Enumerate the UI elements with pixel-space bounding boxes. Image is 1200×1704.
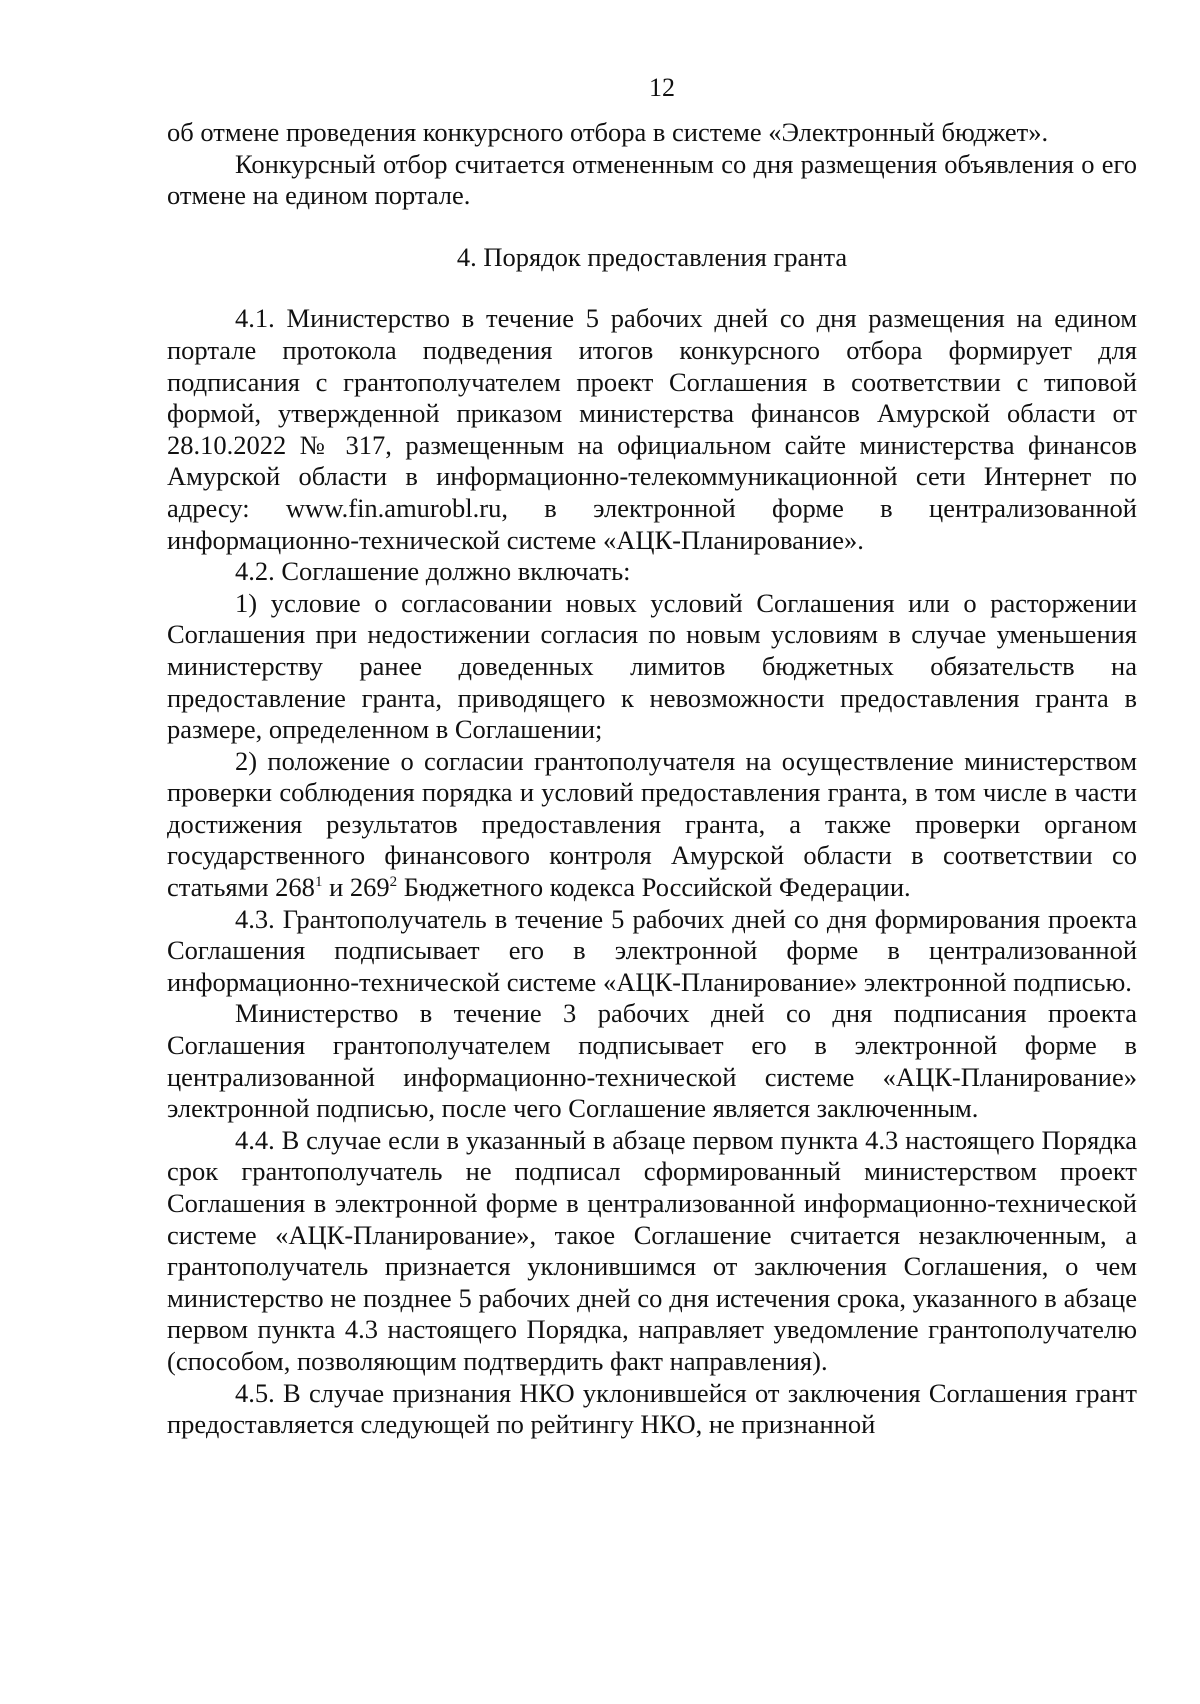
- paragraph-4-1: 4.1. Министерство в течение 5 рабочих дней со дня размещения на едином портале протокола подведения итогов конкурсного отбора формирует для подписания с грантополучателем проект Соглашения в соответствии с типовой формой, утвержденной приказом министерства финансов Амурской области от 28.10.2022 № 317, размещенным на официальном сайте министерства финансов Амурской области в информационно-телекоммуникационной сети Интернет по адресу: www.fin.amurobl.ru, в электронной форме в централизованной информационно-технической системе «АЦК-Планирование».: [167, 303, 1137, 555]
- paragraph-4-3: 4.3. Грантополучатель в течение 5 рабочих дней со дня формирования проекта Соглашения подписывает его в электронной форме в централизованной информационно-технической системе «АЦК-Планирование» электронной подписью.: [167, 903, 1137, 997]
- item-2-text-middle: и 269: [322, 872, 390, 903]
- paragraph-4-2-item-1: 1) условие о согласовании новых условий Соглашения или о расторжении Соглашения при недостижении согласия по новым условиям в случае уменьшения министерству ранее доведенных лимитов бюджетных обязательств на предоставление гранта, приводящего к невозможности предоставления гранта в размере, определенном в Соглашении;: [167, 587, 1137, 745]
- superscript-1: 1: [314, 874, 323, 891]
- paragraph-4-2: 4.2. Соглашение должно включать:: [235, 556, 631, 587]
- item-2-text-start: 2) положение о согласии грантополучателя на осуществление министерством проверки соблюдения порядка и условий предоставления гранта, в том числе в части достижения результатов предоставления гранта, а также проверки органом государственного финансового контроля Амурской области в соответствии со статьями 268: [167, 745, 1137, 903]
- paragraph-cancel-effective: Конкурсный отбор считается отмененным со дня размещения объявления о его отмене на едином портале.: [167, 148, 1137, 211]
- paragraph-4-5: 4.5. В случае признания НКО уклонившейся от заключения Соглашения грант предоставляется следующей по рейтингу НКО, не признанной: [167, 1377, 1137, 1440]
- section-heading: 4. Порядок предоставления гранта: [456, 241, 848, 272]
- paragraph-cancel-notice: об отмене проведения конкурсного отбора в системе «Электронный бюджет».: [167, 117, 1049, 147]
- paragraph-4-4: 4.4. В случае если в указанный в абзаце первом пункта 4.3 настоящего Порядка срок грантополучатель не подписал сформированный министерством проект Соглашения в электронной форме в централизованной информационно-технической системе «АЦК-Планирование», такое Соглашение считается незаключенным, а грантополучатель признается уклонившимся от заключения Соглашения, о чем министерство не позднее 5 рабочих дней со дня истечения срока, указанного в абзаце первом пункта 4.3 настоящего Порядка, направляет уведомление грантополучателю (способом, позволяющим подтвердить факт направления).: [167, 1124, 1137, 1376]
- paragraph-4-3-second: Министерство в течение 3 рабочих дней со дня подписания проекта Соглашения грантополучателем подписывает его в электронной форме в централизованной информационно-технической системе «АЦК-Планирование» электронной подписью, после чего Соглашение является заключенным.: [167, 998, 1137, 1124]
- page-number: 12: [649, 73, 675, 102]
- paragraph-4-2-item-2: [167, 746, 1137, 904]
- item-2-text-end: Бюджетного кодекса Российской Федерации.: [397, 872, 911, 903]
- document-body: [167, 117, 1137, 1441]
- superscript-2: 2: [389, 874, 398, 891]
